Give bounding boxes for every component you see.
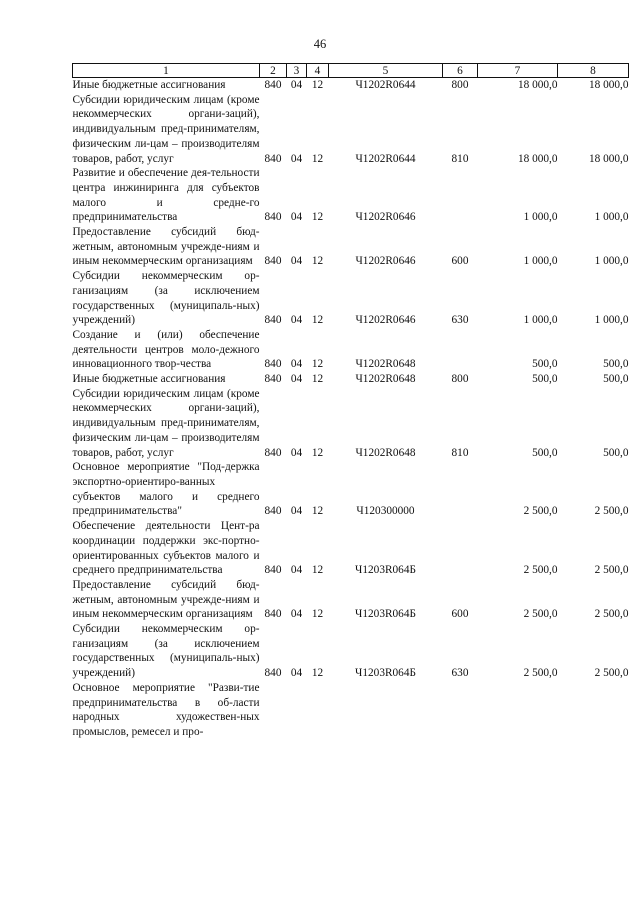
row-amount-b: 500,0 [603, 446, 629, 459]
row-amount-b: 18 000,0 [588, 152, 629, 165]
row-subsection-code: 12 [311, 608, 324, 621]
row-amount-a: 500,0 [532, 373, 558, 386]
row-name: Субсидии юридическим лицам (кроме некоммерческих органи-заций), индивидуальным пред-принимателям, физическим ли-цам – производителям товаров, работ, услуг [72, 93, 260, 165]
row-subsection-code: 12 [311, 255, 324, 268]
row-admin-code: 840 [264, 152, 282, 165]
row-expense-type: 800 [451, 79, 469, 91]
header-col-8: 8 [558, 64, 629, 78]
row-admin-code: 840 [264, 314, 282, 327]
row-expense-type: 630 [451, 314, 469, 327]
row-expense-type: 600 [451, 255, 469, 268]
table-body [73, 78, 629, 740]
row-target-code: Ч1202R0644 [355, 152, 416, 165]
header-col-3: 3 [287, 64, 307, 78]
table-row [73, 460, 629, 519]
row-admin-code: 840 [264, 446, 282, 459]
row-expense-type [443, 166, 478, 225]
table-header-row [73, 64, 629, 78]
row-expense-type: 810 [451, 152, 469, 165]
row-expense-type [443, 460, 478, 519]
header-col-4: 4 [307, 64, 329, 78]
row-subsection-code: 12 [311, 358, 324, 371]
row-admin-code: 840 [264, 667, 282, 680]
row-name: Субсидии юридическим лицам (кроме некоммерческих органи-заций), индивидуальным пред-принимателям, физическим ли-цам – производителям товаров, работ, услуг [72, 387, 260, 459]
row-expense-type [443, 519, 478, 578]
row-expense-type [443, 328, 478, 372]
row-section-code: 04 [290, 152, 303, 165]
row-subsection-code: 12 [311, 314, 324, 327]
row-expense-type: 800 [451, 373, 469, 386]
row-amount-b: 1 000,0 [594, 211, 629, 224]
table-row [73, 681, 629, 740]
header-col-1: 1 [73, 64, 260, 78]
table-row [73, 166, 629, 225]
row-amount-a: 18 000,0 [517, 79, 558, 91]
row-amount-b: 1 000,0 [594, 314, 629, 327]
row-name: Предоставление субсидий бюд-жетным, автономным учрежде-ниям и иным некоммерческим организациям [72, 578, 260, 621]
row-admin-code [260, 681, 287, 740]
row-section-code: 04 [290, 564, 303, 577]
row-amount-b [558, 681, 629, 740]
row-section-code [287, 681, 307, 740]
row-admin-code: 840 [264, 608, 282, 621]
row-target-code: Ч1203R064Б [355, 608, 416, 621]
row-amount-a: 1 000,0 [523, 211, 558, 224]
row-amount-a: 18 000,0 [517, 152, 558, 165]
row-target-code: Ч1202R0648 [355, 358, 416, 371]
table-row [73, 578, 629, 622]
row-target-code: Ч120300000 [356, 505, 415, 518]
row-target-code: Ч1202R0644 [355, 79, 416, 91]
row-target-code: Ч1203R064Б [355, 667, 416, 680]
table-row [73, 622, 629, 681]
row-subsection-code: 12 [311, 79, 324, 91]
row-subsection-code: 12 [311, 667, 324, 680]
row-target-code: Ч1202R0646 [355, 255, 416, 268]
row-amount-b: 2 500,0 [594, 608, 629, 621]
table-row [73, 328, 629, 372]
header-col-2: 2 [260, 64, 287, 78]
row-section-code: 04 [290, 79, 303, 91]
row-admin-code: 840 [264, 358, 282, 371]
row-name: Предоставление субсидий бюд-жетным, автономным учрежде-ниям и иным некоммерческим организациям [72, 226, 260, 268]
row-target-code [329, 681, 443, 740]
page-number: 46 [313, 37, 327, 51]
header-col-5: 5 [329, 64, 443, 78]
row-section-code: 04 [290, 667, 303, 680]
row-admin-code: 840 [264, 79, 282, 91]
table-row [73, 372, 629, 387]
row-subsection-code [307, 681, 329, 740]
budget-table [72, 63, 629, 740]
row-admin-code: 840 [264, 255, 282, 268]
row-amount-a: 1 000,0 [523, 255, 558, 268]
row-subsection-code: 12 [311, 446, 324, 459]
table-row [73, 225, 629, 269]
row-amount-a: 500,0 [532, 358, 558, 371]
row-target-code: Ч1203R064Б [355, 564, 416, 577]
row-amount-b: 2 500,0 [594, 667, 629, 680]
row-name: Иные бюджетные ассигнования [72, 373, 226, 386]
header-col-6: 6 [443, 64, 478, 78]
row-name: Субсидии некоммерческим ор-ганизациям (за исключением государственных (муниципаль-ных) учреждений) [72, 623, 260, 680]
row-subsection-code: 12 [311, 152, 324, 165]
table-row [73, 269, 629, 328]
row-admin-code: 840 [264, 373, 282, 386]
row-expense-type: 810 [451, 446, 469, 459]
row-name: Основное мероприятие "Под-держка экспортно-ориентиро-ванных субъектов малого и среднего предпринимательства" [72, 461, 260, 518]
row-admin-code: 840 [264, 211, 282, 224]
row-section-code: 04 [290, 505, 303, 518]
row-admin-code: 840 [264, 564, 282, 577]
row-target-code: Ч1202R0648 [355, 373, 416, 386]
row-section-code: 04 [290, 446, 303, 459]
row-amount-b: 2 500,0 [594, 564, 629, 577]
row-amount-b: 2 500,0 [594, 505, 629, 518]
row-target-code: Ч1202R0646 [355, 314, 416, 327]
row-section-code: 04 [290, 211, 303, 224]
table-row [73, 519, 629, 578]
row-expense-type: 630 [451, 667, 469, 680]
row-subsection-code: 12 [311, 211, 324, 224]
row-amount-b: 500,0 [603, 373, 629, 386]
row-section-code: 04 [290, 358, 303, 371]
row-section-code: 04 [290, 255, 303, 268]
row-amount-b: 500,0 [603, 358, 629, 371]
table-row [73, 78, 629, 93]
row-target-code: Ч1202R0648 [355, 446, 416, 459]
row-admin-code: 840 [264, 505, 282, 518]
header-col-7: 7 [478, 64, 558, 78]
row-amount-a: 1 000,0 [523, 314, 558, 327]
row-amount-a [478, 681, 558, 740]
row-amount-b: 1 000,0 [594, 255, 629, 268]
row-subsection-code: 12 [311, 373, 324, 386]
table-row [73, 387, 629, 461]
row-amount-a: 2 500,0 [523, 505, 558, 518]
row-amount-a: 2 500,0 [523, 564, 558, 577]
row-section-code: 04 [290, 608, 303, 621]
row-amount-a: 2 500,0 [523, 608, 558, 621]
table-row [73, 93, 629, 167]
row-section-code: 04 [290, 314, 303, 327]
row-subsection-code: 12 [311, 564, 324, 577]
row-name: Развитие и обеспечение дея-тельности центра инжиниринга для субъектов малого и средне-го предпринимательства [72, 167, 260, 224]
row-name: Обеспечение деятельности Цент-ра координации поддержки экс-портно-ориентированных субъектов малого и среднего предпринимательства [72, 520, 260, 577]
row-target-code: Ч1202R0646 [355, 211, 416, 224]
row-expense-type [443, 681, 478, 740]
row-amount-a: 500,0 [532, 446, 558, 459]
row-name: Субсидии некоммерческим ор-ганизациям (за исключением государственных (муниципаль-ных) учреждений) [72, 270, 260, 327]
row-section-code: 04 [290, 373, 303, 386]
row-name: Создание и (или) обеспечение деятельности центров моло-дежного инновационного твор-чества [72, 328, 260, 371]
row-amount-a: 2 500,0 [523, 667, 558, 680]
row-amount-b: 18 000,0 [588, 79, 629, 91]
row-expense-type: 600 [451, 608, 469, 621]
row-subsection-code: 12 [311, 505, 324, 518]
row-name: Основное мероприятие "Разви-тие предпринимательства в об-ласти народных художествен-ных промыслов, ремесел и про- [72, 681, 260, 738]
row-name: Иные бюджетные ассигнования [72, 79, 226, 91]
